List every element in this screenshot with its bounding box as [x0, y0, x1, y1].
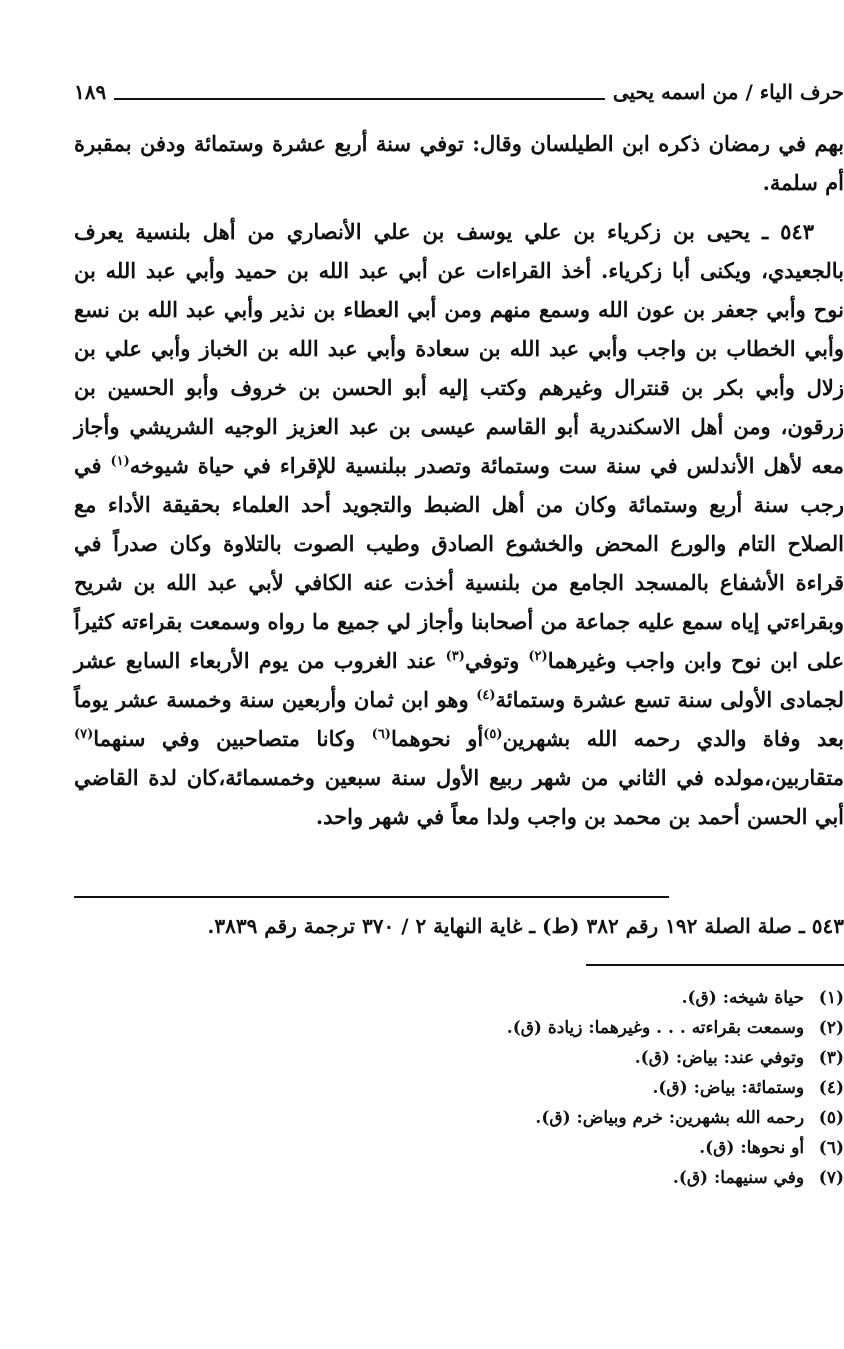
footnote-text: حياة شيخه: (ق). — [681, 988, 805, 1008]
footnote-ref-1: (١) — [110, 454, 130, 469]
paragraph-continuation: بهم في رمضان ذكره ابن الطيلسان وقال: توفي سنة أربع عشرة وستمائة ودفن بمقبرة أم سلمة. — [74, 131, 844, 195]
footnote-item — [74, 1044, 844, 1072]
footnote-item — [74, 1164, 844, 1192]
footnote-text: وتوفي عند: بياض: (ق). — [634, 1048, 805, 1068]
footnote-text: وسمعت بقراءته . . . وغيرهما: زيادة (ق). — [506, 1018, 805, 1038]
footnote-number: (٥) — [818, 1108, 844, 1128]
footnote-ref-4: (٤) — [476, 688, 496, 703]
text-segment: ٥٤٣ ـ يحيى بن زكرياء بن علي يوسف بن علي الأنصاري من أهل بلنسية يعرف بالجعيدي، ويكنى أبا زكرياء. أخذ القراءات عن أبي عبد الله بن حميد وأبي عبد الله بن نوح وأبي جعفر بن عون الله وسمع منهم ومن أبي العطاء بن نذير وأبي عبد الله بن نسع وأبي الخطاب بن واجب وأبي عبد الله بن سعادة وأبي عبد الله بن الخباز وأبي علي بن زلال وأبي بكر بن قنترال وغيرهم وكتب إليه أبو الحسن بن خروف وأبو الحسين بن زرقون، ومن أهل الاسكندرية أبو القاسم عيسى بن عبد العزيز الوجيه الشريشي وأجاز معه لأهل الأندلس في سنة ست وستمائة وتصدر ببلنسية للإقراء في حياة شيوخه — [74, 219, 844, 478]
text-segment: متقاربين،مولده في الثاني من شهر ربيع الأول سنة سبعين وخمسمائة،كان لدة القاضي أبي الحسن أحمد بن محمد بن واجب ولدا معاً في شهر واحد. — [74, 765, 844, 829]
footnote-number: (٧) — [818, 1168, 844, 1188]
text-segment: وكانا متصاحبين وفي سنهما — [93, 726, 372, 751]
footnote-ref-7: (٧) — [74, 727, 94, 742]
footnote-separator — [586, 964, 844, 966]
footnote-text: أو نحوها: (ق). — [699, 1138, 805, 1158]
footnote-ref-2: (٢) — [528, 649, 548, 664]
main-text — [74, 124, 844, 836]
footnote-ref-6: (٦) — [371, 727, 391, 742]
footnotes — [74, 984, 844, 1192]
footnote-item — [74, 1134, 844, 1162]
source-note: ٥٤٣ ـ صلة الصلة ١٩٢ رقم ٣٨٢ (ط) ـ غاية النهاية ٢ / ٣٧٠ ترجمة رقم ٣٨٣٩. — [207, 914, 844, 938]
footnote-number: (٢) — [818, 1018, 844, 1038]
footnote-item — [74, 1014, 844, 1042]
footnote-number: (٦) — [818, 1138, 844, 1158]
footnote-item — [74, 1104, 844, 1132]
footnote-ref-5: (٥) — [483, 727, 503, 742]
page — [74, 80, 844, 1194]
paragraph-entry-543 — [74, 212, 844, 836]
footnote-number: (٣) — [818, 1048, 844, 1068]
text-segment: أو نحوهما — [390, 726, 484, 751]
text-segment: وتوفي — [464, 648, 529, 673]
footnote-number: (١) — [818, 988, 844, 1008]
source-separator — [74, 896, 669, 898]
footnote-item — [74, 984, 844, 1012]
header-title: حرف الياء / من اسمه يحيى — [612, 80, 844, 104]
footnote-text: وفي سنيهما: (ق). — [672, 1168, 805, 1188]
page-number: ١٨٩ — [74, 80, 107, 104]
footnote-item — [74, 1074, 844, 1102]
footnote-number: (٤) — [818, 1078, 844, 1098]
header-rule — [114, 98, 605, 100]
footnote-text: رحمه الله بشهرين: خرم وبياض: (ق). — [535, 1108, 805, 1128]
footnote-text: وستمائة: بياض: (ق). — [652, 1078, 805, 1098]
running-header — [74, 80, 844, 104]
footnote-ref-3: (٣) — [445, 649, 465, 664]
text-segment: في رجب سنة أربع وستمائة وكان من أهل الضبط والتجويد أحد العلماء بحقيقة الأداء مع الصلاح التام والورع المحض والخشوع الصادق وطيب الصوت بالتلاوة وكان صدراً في قراءة الأشفاع بالمسجد الجامع من بلنسية أخذت عنه الكافي لأبي عبد الله بن شريح وبقراءتي إياه سمع عليه جماعة من أصحابنا وأجاز لي جميع ما رواه وسمعت بقراءته كثيراً على ابن نوح وابن واجب وغيرهما — [74, 453, 844, 673]
text-segment: وهو ابن ثمان وأربعين سنة وخمسة عشر يوماً بعد وفاة والدي رحمه الله بشهرين — [74, 687, 844, 751]
text-segment: عند الغروب من يوم الأربعاء السابع عشر لجمادى الأولى سنة تسع عشرة وستمائة — [74, 648, 844, 712]
